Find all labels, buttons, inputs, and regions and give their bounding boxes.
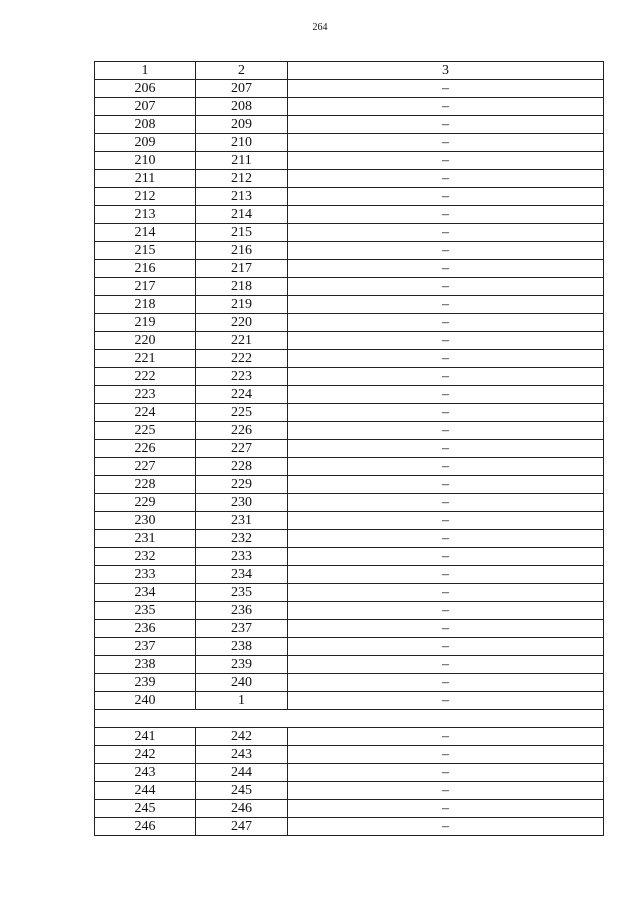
table-row [95,296,604,314]
table-cell-col-1: 208 [95,116,196,134]
table-row [95,548,604,566]
table-cell-col-2: 215 [196,224,288,242]
table-cell-col-3: – [288,692,604,710]
table-cell-col-3: – [288,800,604,818]
table-cell-col-2: 240 [196,674,288,692]
table-cell-col-3: – [288,674,604,692]
table-cell-col-3: – [288,764,604,782]
table-gap-row [95,710,604,728]
table-cell-col-2: 219 [196,296,288,314]
table-cell-col-3: – [288,494,604,512]
table-cell-col-1: 227 [95,458,196,476]
table-cell-col-3: – [288,314,604,332]
table-cell-col-3: – [288,152,604,170]
table-cell-col-2: 211 [196,152,288,170]
table-cell-col-1: 224 [95,404,196,422]
table-cell-col-3: – [288,746,604,764]
table-cell-col-3: – [288,98,604,116]
table-header-row [95,62,604,80]
table-cell-col-1: 232 [95,548,196,566]
table-row [95,368,604,386]
table-cell-col-1: 226 [95,440,196,458]
table-cell-col-2: 228 [196,458,288,476]
table-cell-col-2: 230 [196,494,288,512]
table-cell-col-2: 226 [196,422,288,440]
table-cell-col-1: 240 [95,692,196,710]
table-cell-col-2: 220 [196,314,288,332]
table-cell-col-2: 222 [196,350,288,368]
table-cell-col-2: 244 [196,764,288,782]
table-row [95,422,604,440]
table-cell-col-2: 235 [196,584,288,602]
table-row [95,278,604,296]
table-row [95,188,604,206]
table-cell-col-3: – [288,386,604,404]
table-cell-col-3: – [288,512,604,530]
table-cell-col-1: 207 [95,98,196,116]
table-row [95,692,604,710]
table-cell-col-3: – [288,350,604,368]
table-cell-col-1: 244 [95,782,196,800]
table-cell-col-2: 237 [196,620,288,638]
table-cell-col-1: 237 [95,638,196,656]
table-cell-col-1: 221 [95,350,196,368]
table-cell-col-3: – [288,116,604,134]
table-cell-col-2: 227 [196,440,288,458]
table-cell-col-1: 236 [95,620,196,638]
table-row [95,584,604,602]
table-cell-col-1: 211 [95,170,196,188]
table-row [95,602,604,620]
table-cell-col-1: 228 [95,476,196,494]
table-cell-col-1: 241 [95,728,196,746]
table-cell-col-3: – [288,206,604,224]
table-cell-col-3: – [288,458,604,476]
table-row [95,332,604,350]
table-cell-col-2: 231 [196,512,288,530]
table-cell-col-2: 243 [196,746,288,764]
table-cell-col-1: 231 [95,530,196,548]
table-row [95,728,604,746]
column-header-3: 3 [288,62,604,80]
table-cell-col-2: 247 [196,818,288,836]
table-row [95,98,604,116]
table-row [95,224,604,242]
table-cell-col-2: 232 [196,530,288,548]
table-cell-col-2: 210 [196,134,288,152]
table-cell-col-3: – [288,782,604,800]
page-number: 264 [312,22,328,33]
table-cell-col-2: 212 [196,170,288,188]
table-cell-col-1: 223 [95,386,196,404]
table-cell-col-1: 215 [95,242,196,260]
table-cell-col-3: – [288,530,604,548]
table-cell-col-1: 239 [95,674,196,692]
table-cell-col-3: – [288,260,604,278]
table-cell-col-3: – [288,188,604,206]
table-cell-col-1: 210 [95,152,196,170]
table-cell-col-1: 206 [95,80,196,98]
table-cell-col-2: 207 [196,80,288,98]
table-row [95,458,604,476]
table-row [95,116,604,134]
table-cell-col-1: 234 [95,584,196,602]
table-cell-col-2: 242 [196,728,288,746]
table-cell-col-1: 213 [95,206,196,224]
table-row [95,656,604,674]
table-cell-col-1: 214 [95,224,196,242]
table-cell-col-1: 230 [95,512,196,530]
table-cell-col-2: 209 [196,116,288,134]
table-row [95,440,604,458]
table-cell-col-1: 209 [95,134,196,152]
table-cell-col-2: 221 [196,332,288,350]
table-cell-col-3: – [288,548,604,566]
table-cell-col-3: – [288,584,604,602]
table-cell-col-2: 225 [196,404,288,422]
table-cell-col-3: – [288,620,604,638]
table-cell-col-2: 217 [196,260,288,278]
table-cell-col-1: 216 [95,260,196,278]
table-cell-col-3: – [288,170,604,188]
table-cell-col-1: 235 [95,602,196,620]
table-cell-col-1: 229 [95,494,196,512]
table-cell-col-2: 245 [196,782,288,800]
table-cell-col-2: 238 [196,638,288,656]
table-row [95,674,604,692]
table-cell-col-2: 239 [196,656,288,674]
table-cell-col-1: 217 [95,278,196,296]
column-header-1: 1 [95,62,196,80]
table-row [95,476,604,494]
table-row [95,152,604,170]
table-row [95,260,604,278]
table-row [95,404,604,422]
table-cell-col-1: 243 [95,764,196,782]
table-row [95,170,604,188]
table-cell-col-2: 229 [196,476,288,494]
table-cell-col-2: 234 [196,566,288,584]
table-row [95,530,604,548]
data-table [94,61,604,836]
table-cell-col-2: 236 [196,602,288,620]
table-cell-col-3: – [288,404,604,422]
table-cell-col-3: – [288,818,604,836]
table-cell-col-3: – [288,134,604,152]
table-row [95,134,604,152]
table-row [95,818,604,836]
table-cell-col-3: – [288,368,604,386]
table-cell-col-2: 214 [196,206,288,224]
table-row [95,494,604,512]
table-cell-col-3: – [288,440,604,458]
table-cell-col-2: 216 [196,242,288,260]
table-cell-col-2: 246 [196,800,288,818]
table-cell-col-2: 223 [196,368,288,386]
table-cell-col-1: 238 [95,656,196,674]
table-cell-col-1: 242 [95,746,196,764]
table-cell-col-3: – [288,422,604,440]
table-row [95,206,604,224]
table-cell-col-3: – [288,656,604,674]
table-cell-col-2: 208 [196,98,288,116]
table-cell-col-2: 213 [196,188,288,206]
table-cell-col-2: 224 [196,386,288,404]
table-cell-col-1: 220 [95,332,196,350]
table-cell-col-1: 218 [95,296,196,314]
table-cell-col-3: – [288,602,604,620]
table-cell-col-3: – [288,728,604,746]
column-header-2: 2 [196,62,288,80]
table-row [95,638,604,656]
table-cell-col-3: – [288,224,604,242]
table-row [95,620,604,638]
table-cell-col-3: – [288,242,604,260]
table-row [95,782,604,800]
table-cell-col-1: 225 [95,422,196,440]
table-cell-col-3: – [288,638,604,656]
table-row [95,512,604,530]
table-row [95,386,604,404]
table-row [95,746,604,764]
table-row [95,80,604,98]
table-row [95,242,604,260]
table-cell-col-3: – [288,296,604,314]
table-row [95,800,604,818]
table-cell-col-3: – [288,332,604,350]
table-row [95,350,604,368]
table-gap-cell [95,710,604,728]
table-cell-col-1: 222 [95,368,196,386]
table-cell-col-1: 245 [95,800,196,818]
table-cell-col-3: – [288,476,604,494]
table-cell-col-1: 212 [95,188,196,206]
table-cell-col-2: 218 [196,278,288,296]
table-cell-col-1: 233 [95,566,196,584]
table-cell-col-3: – [288,278,604,296]
table-row [95,314,604,332]
table-row [95,566,604,584]
table-cell-col-1: 219 [95,314,196,332]
table-cell-col-1: 246 [95,818,196,836]
table-cell-col-3: – [288,80,604,98]
table-cell-col-3: – [288,566,604,584]
table-row [95,764,604,782]
table-cell-col-2: 233 [196,548,288,566]
table-cell-col-2: 1 [196,692,288,710]
